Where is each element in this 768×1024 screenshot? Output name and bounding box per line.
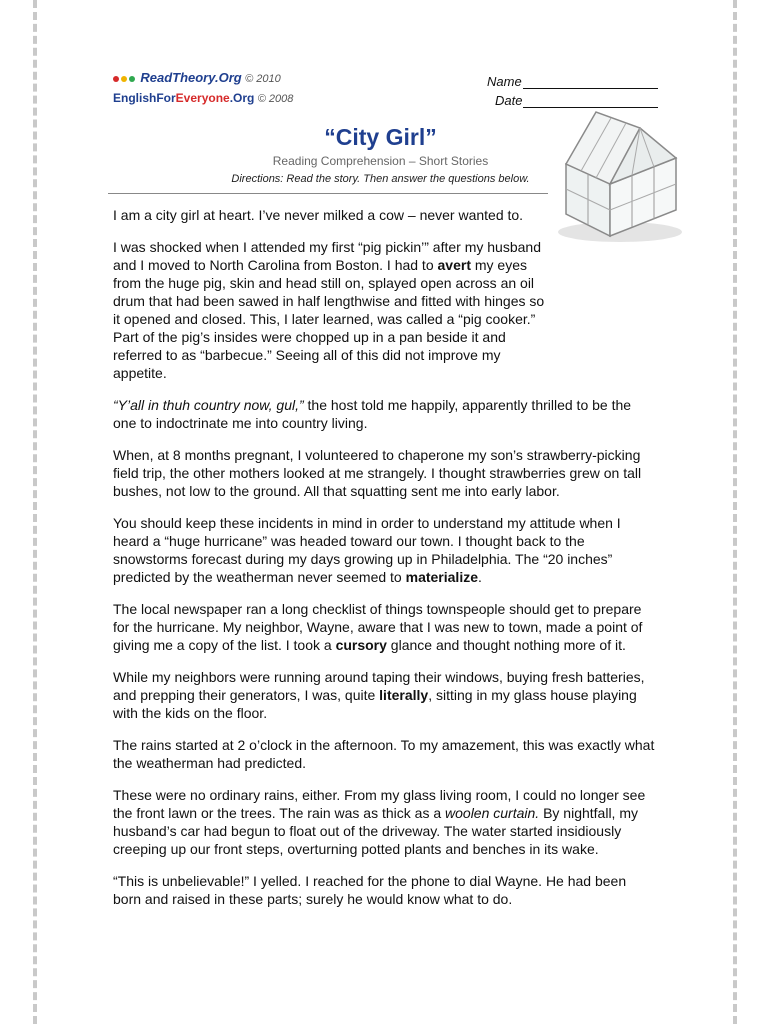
efe-part3: .Org — [229, 91, 255, 105]
story-paragraph — [113, 396, 658, 432]
story-body — [113, 206, 658, 922]
worksheet-header — [113, 70, 658, 110]
story-subtitle: Reading Comprehension – Short Stories — [272, 154, 489, 168]
englishforeveryone-logo[interactable] — [113, 91, 293, 105]
story-title: “City Girl” — [324, 124, 437, 150]
page-border-left — [33, 0, 37, 1024]
directions-text: Directions: Read the story. Then answer the questions below. — [231, 173, 530, 185]
story-paragraph: I am a city girl at heart. I’ve never milked a cow – never wanted to. — [113, 207, 524, 223]
story-text: These were no ordinary rains, either. From my glass living room, I could no longer see the front lawn or the trees. The rain was as thick as a — [113, 787, 646, 821]
italic-phrase: woolen curtain. — [445, 805, 540, 821]
story-text: By nightfall, my husband’s car had begun to float out of the driveway. The water started insidiously creeping up our front steps, overturning potted plants and benches in its wake. — [113, 805, 639, 857]
efe-part1: EnglishFor — [113, 91, 176, 105]
traffic-dots-icon — [113, 71, 137, 85]
story-paragraph — [113, 668, 658, 722]
name-label: Name — [487, 74, 522, 89]
readtheory-copyright: © 2010 — [245, 73, 281, 85]
story-text: glance and thought nothing more of it. — [386, 637, 626, 653]
story-text: my eyes from the huge pig, skin and head still on, splayed open across an oil drum that had been sawed in half lengthwise and fitted with hinges so it opened and closed. This, I later learned, was called a “pig cooker.” Part of the pig’s insides were chopped up in a pan beside it and referred to as “barbecue.” Seeing all of this did not improve my appetite. — [113, 257, 545, 381]
story-paragraph — [113, 514, 658, 586]
story-text: , sitting in my glass house playing with the kids on the floor. — [113, 687, 637, 721]
name-field[interactable] — [478, 70, 658, 89]
story-text: You should keep these incidents in mind in order to understand my attitude when I heard a “huge hurricane” was headed toward our town. I thought back to the snowstorms forecast during my days growing up in Philadelphia. The “20 inches” predicted by the weatherman never seemed to — [113, 515, 621, 585]
vocabulary-word: cursory — [335, 637, 387, 653]
name-line[interactable] — [523, 75, 658, 89]
story-text: . — [478, 569, 482, 585]
vocabulary-word: literally — [379, 687, 429, 703]
story-paragraph — [113, 238, 553, 382]
story-text: While my neighbors were running around taping their windows, buying fresh batteries, and prepping their generators, I was, quite — [113, 669, 645, 703]
header-divider — [108, 193, 548, 194]
efe-part2: Everyone — [175, 91, 230, 105]
story-text: The local newspaper ran a long checklist of things townspeople should get to prepare for the hurricane. My neighbor, Wayne, aware that I was new to town, made a point of giving me a copy of the list. I took a — [113, 601, 643, 653]
story-text: I was shocked when I attended my first “pig pickin’” after my husband and I moved to North Carolina from Boston. I had to — [113, 239, 541, 273]
efe-copyright: © 2008 — [257, 93, 294, 105]
vocabulary-word: avert — [437, 257, 471, 273]
story-paragraph: “This is unbelievable!” I yelled. I reached for the phone to dial Wayne. He had been born and raised in these parts; surely he would know what to do. — [113, 873, 627, 907]
story-text: the host told me happily, apparently thrilled to be the one to indoctrinate me into country living. — [113, 397, 632, 431]
page-border-right — [733, 0, 737, 1024]
story-paragraph: When, at 8 months pregnant, I volunteered to chaperone my son’s strawberry-picking field trip, the other mothers looked at me strangely. I thought strawberries grew on tall bushes, not low to the ground. All that squatting sent me into early labor. — [113, 447, 642, 499]
student-fields — [478, 70, 658, 108]
story-paragraph — [113, 786, 658, 858]
story-paragraph: The rains started at 2 o’clock in the afternoon. To my amazement, this was exactly what the weatherman had predicted. — [113, 737, 655, 771]
story-paragraph — [113, 600, 658, 654]
dialogue-text: “Y’all in thuh country now, gul,” — [113, 397, 304, 413]
readtheory-name: ReadTheory.Org — [140, 70, 242, 85]
vocabulary-word: materialize — [405, 569, 478, 585]
readtheory-logo[interactable] — [113, 70, 281, 85]
date-label: Date — [495, 93, 523, 108]
